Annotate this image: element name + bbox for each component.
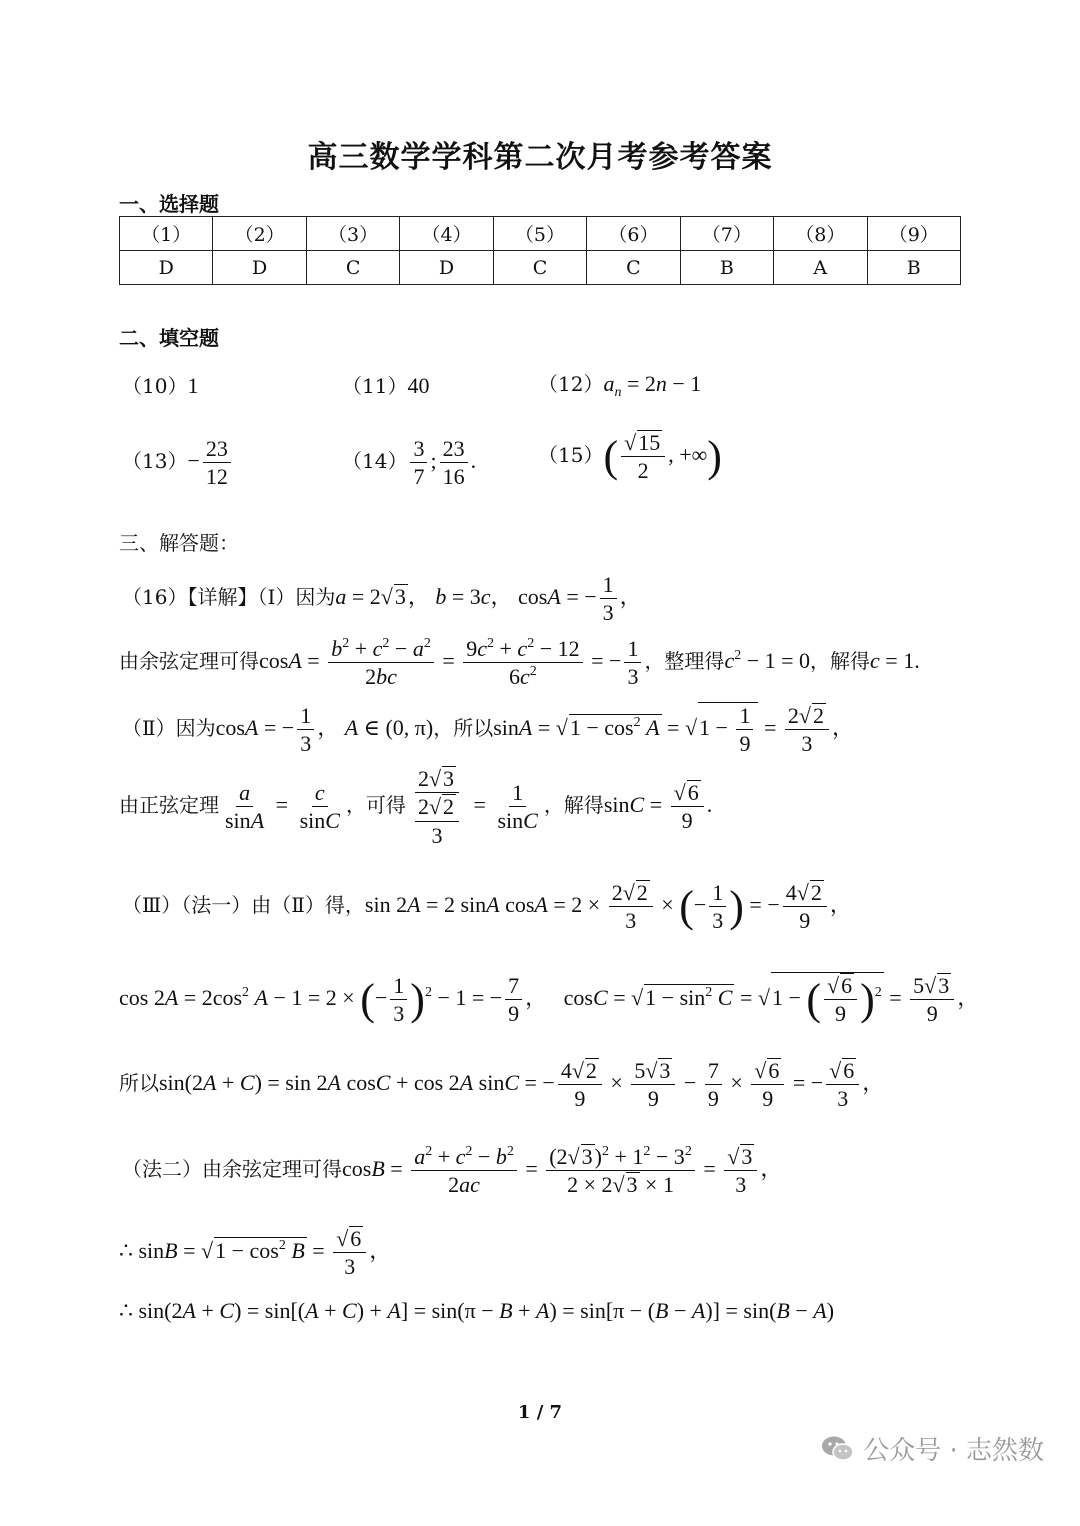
formula: sinC = $\frac{√6}{9}$ . [603, 780, 713, 834]
formula: a = 2√3， b = 3c， cosA = − $\frac{1}{3}$ ， [335, 572, 642, 626]
fill-q11: （11）40 [342, 373, 430, 398]
formula: $\sin A = √1 - \cos^2 A = √1$ − $\frac{1}{9}$ = $\frac{2√2}{3}$ ， [493, 703, 854, 757]
section-fill: 二、填空题 [119, 326, 219, 350]
table-cell: C [493, 251, 586, 285]
page-number: 1 / 7 [517, 1402, 563, 1423]
table-cell: （8） [774, 217, 867, 251]
solution-line-9 [119, 1226, 391, 1280]
fill-q12: $(12)a_n = 2n - 1$ [538, 371, 702, 400]
solution-line-7: 所以sin(2A + C) = sin 2A cosC + cos 2A sinC = − $\frac{4√2}{9}$ × $\frac{5√3}{9}$ − $\frac{7}{9}$ × $\frac{√6}{9}$ = − $\frac{√6}{3}$ ， [119, 1058, 885, 1112]
formula: cosB = $\frac{a^2 + c^2 - b^2}{2ac}$ = $\frac{(2√3)^2 + 1^2 - 3^2}{2 \times 2√3 \times 1}$ = $\frac{√3}{3}$ ， [342, 1144, 783, 1198]
watermark: 公众号 · 志然数 [821, 1430, 1044, 1467]
table-cell: （6） [587, 217, 680, 251]
solution-line-6 [119, 972, 979, 1027]
solution-line-1: （16）【详解】（Ⅰ）因为a = 2√3， b = 3c， cosA = − $\frac{1}{3}$ ， [122, 572, 642, 626]
formula: ∴ sin(2A + C) = sin[(A + C) + A] = sin(π − B + A) = sin[π − (B − A)] = sin(B − A) [119, 1298, 835, 1323]
formula: sin 2A = 2 sinA cosA = 2 × $\frac{2√2}{3}$ × (− $\frac{1}{3}$ ) = − $\frac{4√2}{9}$ ， [364, 880, 852, 934]
formula: $\cos 2A = 2\cos^2$ A − 1 = 2 × (− $\frac{1}{3}$ )$^2$ − 1 = − $\frac{7}{9}$ ， $\cos C = √1 - \sin^2 C = √1$ − ( $\frac{√6}{9}$ )$^2$ = $\frac{5√3}{9}$ ， [119, 973, 980, 1027]
table-cell: （7） [680, 217, 773, 251]
solution-line-2: 由余弦定理可得cosA = $\frac{b^2 + c^2 - a^2}{2bc}$ = $\frac{9c^2 + c^2 - 12}{6c^2}$ = − $\frac{1}{3}$ ，整理得$c^2 - 1 = 0$，解得c = 1. [119, 636, 920, 690]
solution-line-5: （Ⅲ）（法一）由（Ⅱ）得，sin 2A = 2 sinA cosA = 2 × $\frac{2√2}{3}$ × (− $\frac{1}{3}$ ) = − $\frac{4√2}{9}$ ， [122, 880, 852, 934]
formula: cosA = $\frac{b^2 + c^2 - a^2}{2bc}$ = $\frac{9c^2 + c^2 - 12}{6c^2}$ = − $\frac{1}{3}$ [259, 648, 644, 673]
formula: $\frac{3}{7}$ ; $\frac{23}{16}$ . [407, 448, 476, 473]
solution-line-4: 由正弦定理 $\frac{a}{\sin A}$ = $\frac{c}{\sin C}$ ，可得 $\frac{2√3}{\frac{2√2}{3}}$ = $\frac{1}{\sin C}$ ，解得sinC = $\frac{√6}{9}$ . [119, 766, 713, 848]
solution-line-10 [119, 1298, 834, 1324]
solution-line-3: （Ⅱ）因为cosA = − $\frac{1}{3}$ ， A ∈ (0, π)，所以$\sin A = √1 - \cos^2 A = √1$ − $\frac{1}{9}$ = $\frac{2√2}{3}$ ， [122, 703, 854, 757]
formula: $\frac{a}{\sin A}$ = $\frac{c}{\sin C}$ [225, 780, 340, 834]
choice-answer-table [119, 216, 961, 285]
page-title: 高三数学学科第二次月考参考答案 [307, 140, 773, 175]
formula: − $\frac{23}{12}$ [187, 448, 233, 473]
formula: c = 1. [870, 647, 920, 673]
table-cell: （9） [867, 217, 961, 251]
table-cell: A [774, 251, 867, 285]
table-cell: （5） [493, 217, 586, 251]
formula: $c^2 - 1 = 0$ [724, 647, 811, 673]
formula: ∴ $\sin B = √1 - \cos^2 B$ = $\frac{√6}{3}$ ， [119, 1226, 392, 1280]
formula: sin(2A + C) = sin 2A cosC + cos 2A sinC = − $\frac{4√2}{9}$ × $\frac{5√3}{9}$ − $\frac{7}{9}$ × $\frac{√6}{9}$ = − $\frac{√6}{3}$ ， [159, 1058, 885, 1112]
fill-q13: （13）− $\frac{23}{12}$ [122, 436, 234, 490]
formula: ( $\frac{√15}{2}$ , +∞) [603, 430, 722, 484]
solution-line-8: （法二）由余弦定理可得cosB = $\frac{a^2 + c^2 - b^2}{2ac}$ = $\frac{(2√3)^2 + 1^2 - 3^2}{2 \times 2√3 \times 1}$ = $\frac{√3}{3}$ ， [122, 1144, 783, 1198]
table-cell: （2） [213, 217, 306, 251]
table-cell: B [867, 251, 961, 285]
formula: cosA = − $\frac{1}{3}$ ， A ∈ (0, π) [215, 703, 434, 757]
table-cell: C [306, 251, 399, 285]
section-choice: 一、选择题 [119, 192, 219, 216]
formula: $\frac{2√3}{\frac{2√2}{3}}$ = $\frac{1}{\sin C}$ [406, 792, 544, 817]
table-row-numbers [120, 217, 961, 251]
wechat-icon [821, 1435, 855, 1463]
table-cell: （1） [120, 217, 213, 251]
table-cell: D [400, 251, 493, 285]
table-cell: C [587, 251, 680, 285]
table-cell: （3） [306, 217, 399, 251]
table-cell: （4） [400, 217, 493, 251]
fill-q10: （10）1 [122, 373, 199, 398]
fill-q15: （15）( $\frac{√15}{2}$ , +∞) [538, 430, 722, 484]
table-row-answers [120, 251, 961, 285]
table-cell: B [680, 251, 773, 285]
table-cell: D [120, 251, 213, 285]
section-solve: 三、解答题： [119, 531, 239, 555]
fill-q14: （14） $\frac{3}{7}$ ; $\frac{23}{16}$ . [342, 436, 477, 490]
table-cell: D [213, 251, 306, 285]
formula: $a_n = 2n - 1$ [603, 371, 702, 400]
